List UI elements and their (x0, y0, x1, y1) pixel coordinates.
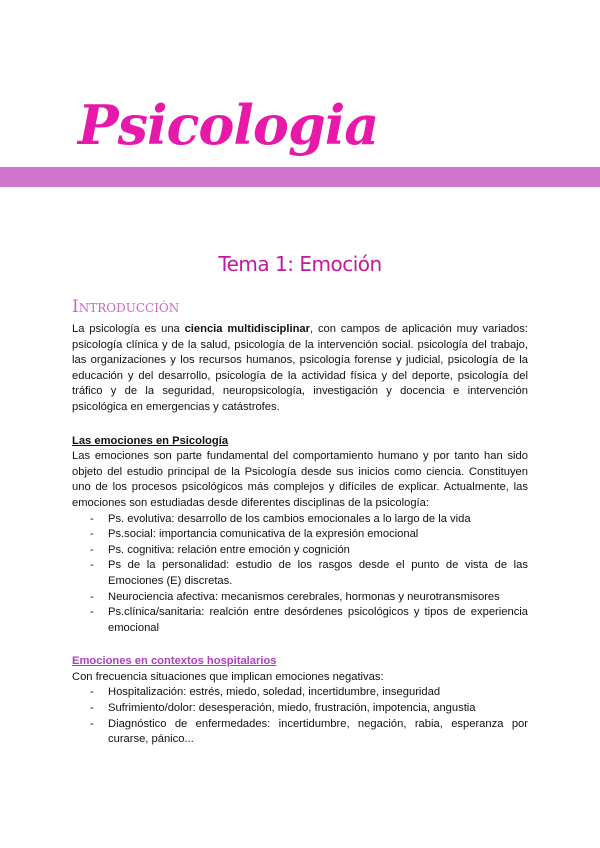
list-item: - Ps.social: importancia comunicativa de la expresión emocional (94, 527, 528, 543)
hospital-paragraph: Con frecuencia situaciones que implican emociones negativas: (72, 670, 384, 683)
intro-text-start: La psicología es una (72, 323, 185, 335)
intro-text-end: , con campos de aplicación muy variados: psicología clínica y de la salud, psicología de la intervención social. psicología del trabajo, las organizaciones y los recursos humanos, psicología forense y judicial, psicología de la educación y del desarrollo, psicología de la actividad física y del deporte, psicología del tráfico y de la seguridad, neuropsicología, investigación y docencia e intervención psicológica en emergencias y catástrofes. (72, 323, 528, 413)
list-item: - Hospitalización: estrés, miedo, soledad, incertidumbre, inseguridad (94, 685, 528, 701)
document-title: Psicologia (78, 93, 379, 157)
intro-paragraph (72, 322, 528, 416)
hospital-heading: Emociones en contextos hospitalarios (72, 655, 277, 668)
list-item: - Sufrimiento/dolor: desesperación, miedo, frustración, impotencia, angustia (94, 701, 528, 717)
list-item: - Ps. cognitiva: relación entre emoción y cognición (94, 543, 528, 559)
topic-title: Tema 1: Emoción (218, 252, 382, 276)
intro-heading: Introducción (72, 297, 180, 317)
document-body (72, 322, 528, 748)
emotions-paragraph: Las emociones son parte fundamental del comportamiento humano y por tanto han sido objeto del estudio principal de la Psicología desde sus inicios como ciencia. Constituyen uno de los procesos psicológicos más complejos y difíciles de explicar. Actualmente, las emociones son estudiadas desde diferentes disciplinas de la psicología: (72, 450, 528, 509)
list-item: - Ps. evolutiva: desarrollo de los cambios emocionales a lo largo de la vida (94, 512, 528, 528)
emotions-list (72, 512, 528, 637)
title-band (0, 167, 600, 187)
intro-text-bold: ciencia multidisciplinar (184, 323, 311, 335)
list-item: - Ps.clínica/sanitaria: realción entre desórdenes psicológicos y tipos de experiencia emocional (94, 605, 528, 636)
list-item: - Ps de la personalidad: estudio de los rasgos desde el punto de vista de las Emociones (E) discretas. (94, 558, 528, 589)
list-item: - Neurociencia afectiva: mecanismos cerebrales, hormonas y neurotransmisores (94, 590, 528, 606)
emotions-heading: Las emociones en Psicología (72, 434, 229, 447)
list-item: - Diagnóstico de enfermedades: incertidumbre, negación, rabia, esperanza por curarse, pánico... (94, 717, 528, 748)
hospital-list (72, 685, 528, 747)
